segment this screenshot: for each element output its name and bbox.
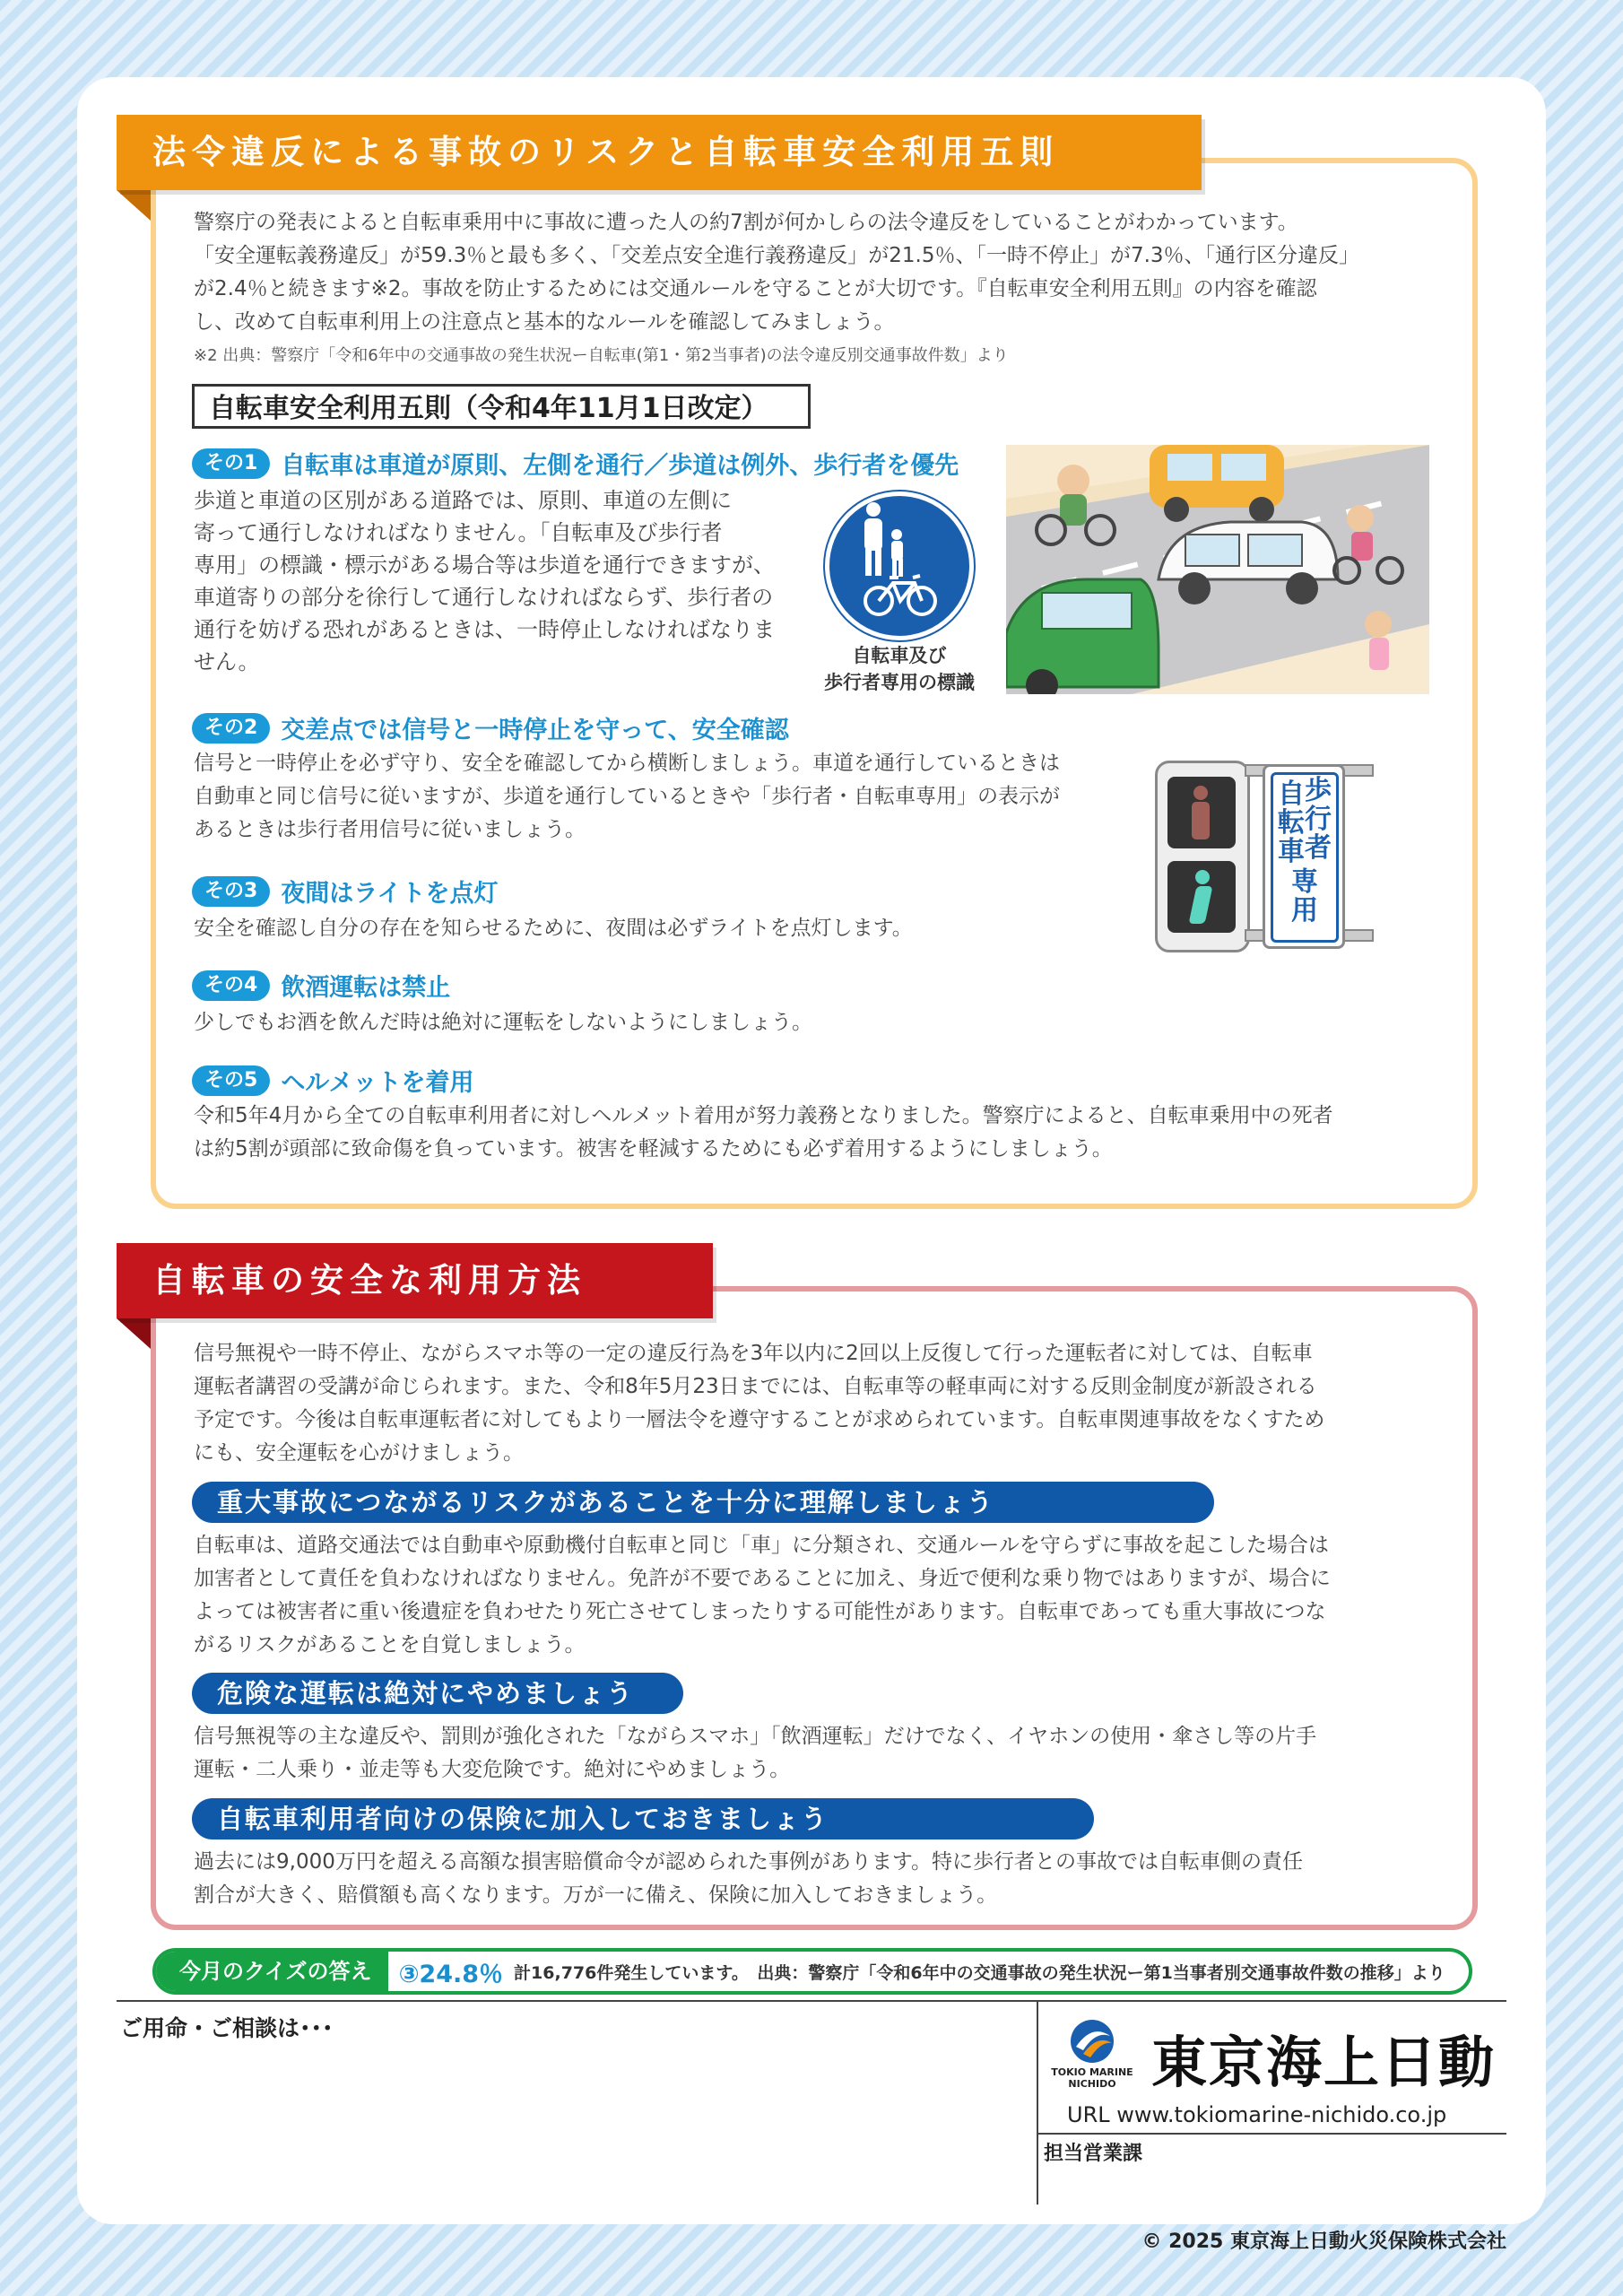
rule3-title: 夜間はライトを点灯 — [281, 880, 499, 908]
section1-intro: 警察庁の発表によると自転車乗用中に事故に遭った人の約7割が何かしらの法令違反をしていることがわかっています。 「安全運転義務違反」が59.3％と最も多く、「交差点安全進行義務違反」が21.5％、「一時不停止」が7.3％、「通行区分違反」 が2.4％と続きます※2。事故を防止するためには交通ルールを守ることが大切です。『自転車安全利用五則』の内容を確認 し、改めて自転車利用上の注意点と基本的なルールを確認してみましょう。 — [194, 211, 1360, 334]
rule3-badge: その3 — [192, 876, 270, 907]
rule3-body: 安全を確認し自分の存在を知らせるために、夜間は必ずライトを点灯します。 — [194, 917, 913, 940]
rule2-badge: その2 — [192, 713, 270, 744]
rule2-body: 信号と一時停止を必ず守り、安全を確認してから横断しましょう。車道を通行しているときは 自動車と同じ信号に従いますが、歩道を通行しているときや「歩行者・自転車専用」の表示が あるときは歩行者用信号に従いましょう。 — [194, 752, 1060, 841]
banner-fold — [117, 190, 151, 221]
rule1-heading — [192, 446, 959, 481]
source-note: ※2 出典：警察庁「令和6年中の交通事故の発生状況ー自転車(第1・第2当事者)の法令違反別交通事故件数」より — [194, 346, 1009, 365]
signal-plate: 自 転 車 歩 行 者 専 用 — [1271, 772, 1339, 943]
rule1-body: 歩道と車道の区別がある道路では、原則、車道の左側に 寄って通行しなければなりません。「自転車及び歩行者 専用」の標識・標示がある場合等は歩道を通行できますが、 車道寄りの部分を徐行して通行しなければならず、歩行者の 通行を妨げる恐れがあるときは、一時停止しなければなりま せん。 — [194, 488, 775, 674]
rule1-title: 自転車は車道が原則、左側を通行／歩道は例外、歩行者を優先 — [281, 452, 959, 480]
footer-divider — [117, 2000, 1506, 2002]
quiz-detail: 計16,776件発生しています。 出典：警察庁「令和6年中の交通事故の発生状況ー第1当事者別交通事故件数の推移」より — [514, 1962, 1445, 1983]
quiz-answer-bar — [152, 1948, 1472, 1995]
insurance-body: 過去には9,000万円を超える高額な損害賠償命令が認められた事例があります。特に歩行者との事故では自転車側の責任 割合が大きく、賠償額も高くなります。万が一に備え、保険に加入しておきましょう。 — [194, 1850, 1304, 1907]
url-divider — [1037, 2133, 1506, 2135]
green-pedestrian-light-icon — [1167, 861, 1236, 933]
rule4-badge: その4 — [192, 970, 270, 1001]
pedestrian-bicycle-sign-icon — [823, 490, 976, 642]
rule2-heading — [192, 710, 789, 745]
contact-label: ご用命・ご相談は･･･ — [120, 2015, 334, 2041]
rule5-heading — [192, 1063, 474, 1098]
rules-title: 自転車安全利用五則（令和4年11月1日改定） — [192, 384, 811, 429]
rule1-badge: その1 — [192, 448, 270, 479]
rule4-body: 少しでもお酒を飲んだ時は絶対に運転をしないようにしましょう。 — [194, 1011, 812, 1034]
section2-intro: 信号無視や一時不停止、ながらスマホ等の一定の違反行為を3年以内に2回以上反復して行った運転者に対しては、自転車 運転者講習の受講が命じられます。また、令和8年5月23日までには、自転車等の軽車両に対する反則金制度が新設される 予定です。今後は自転車運転者に対してもより一層法令を遵守することが求められています。自転車関連事故をなくすため にも、安全運転を心がけましょう。 — [194, 1342, 1325, 1465]
rule2-title: 交差点では信号と一時停止を守って、安全確認 — [281, 717, 789, 744]
rule5-badge: その5 — [192, 1065, 270, 1096]
heading-insurance: 自転車利用者向けの保険に加入しておきましょう — [192, 1798, 1094, 1839]
rule4-heading — [192, 968, 450, 1003]
logo-caption: TOKIO MARINE NICHIDO — [1051, 2066, 1133, 2090]
heading-serious-risk: 重大事故につながるリスクがあることを十分に理解しましょう — [192, 1482, 1214, 1523]
heading-dangerous-driving: 危険な運転は絶対にやめましょう — [192, 1673, 683, 1714]
quiz-label: 今月のクイズの答え — [156, 1952, 388, 1991]
rule5-body: 令和5年4月から全ての自転車利用者に対しヘルメット着用が努力義務となりました。警察庁によると、自転車乗用中の死者 は約5割が頭部に致命傷を負っています。被害を軽減するためにも必ず着用するようにしましょう。 — [194, 1104, 1333, 1161]
banner-fold — [117, 1318, 151, 1349]
red-pedestrian-light-icon — [1167, 777, 1236, 848]
dangerous-driving-body: 信号無視等の主な違反や、罰則が強化された「ながらスマホ」「飲酒運転」だけでなく、イヤホンの使用・傘さし等の片手 運転・二人乗り・並走等も大変危険です。絶対にやめましょう。 — [194, 1725, 1317, 1781]
rule5-title: ヘルメットを着用 — [281, 1069, 474, 1097]
section1-banner: 法令違反による事故のリスクと自転車安全利用五則 — [117, 115, 1202, 190]
street-illustration — [1006, 445, 1429, 694]
sign-caption: 自転車及び 歩行者専用の標識 — [824, 645, 975, 693]
section2-banner: 自転車の安全な利用方法 — [117, 1243, 713, 1318]
copyright: © 2025 東京海上日動火災保険株式会社 — [1141, 2231, 1506, 2253]
quiz-answer: ③24.8％ — [398, 1960, 504, 1988]
pedestrian-signal — [1155, 746, 1370, 961]
company-url[interactable]: URL www.tokiomarine-nichido.co.jp — [1067, 2102, 1447, 2127]
rule4-title: 飲酒運転は禁止 — [281, 974, 451, 1002]
department-label: 担当営業課 — [1044, 2143, 1143, 2165]
serious-risk-body: 自転車は、道路交通法では自動車や原動機付自転車と同じ「車」に分類され、交通ルールを守らずに事故を起こした場合は 加害者として責任を負わなければなりません。免許が不要であることに加え、身近で便利な乗り物ではありますが、場合に よっては被害者に重い後遺症を負わせたり死亡させてしまったりする可能性があります。自転車であっても重大事故につな がるリスクがあることを自覚しましょう。 — [194, 1534, 1331, 1657]
footer-vertical-divider — [1037, 2000, 1038, 2205]
rule3-heading — [192, 874, 499, 909]
brand-name: 東京海上日動 — [1151, 2030, 1497, 2095]
